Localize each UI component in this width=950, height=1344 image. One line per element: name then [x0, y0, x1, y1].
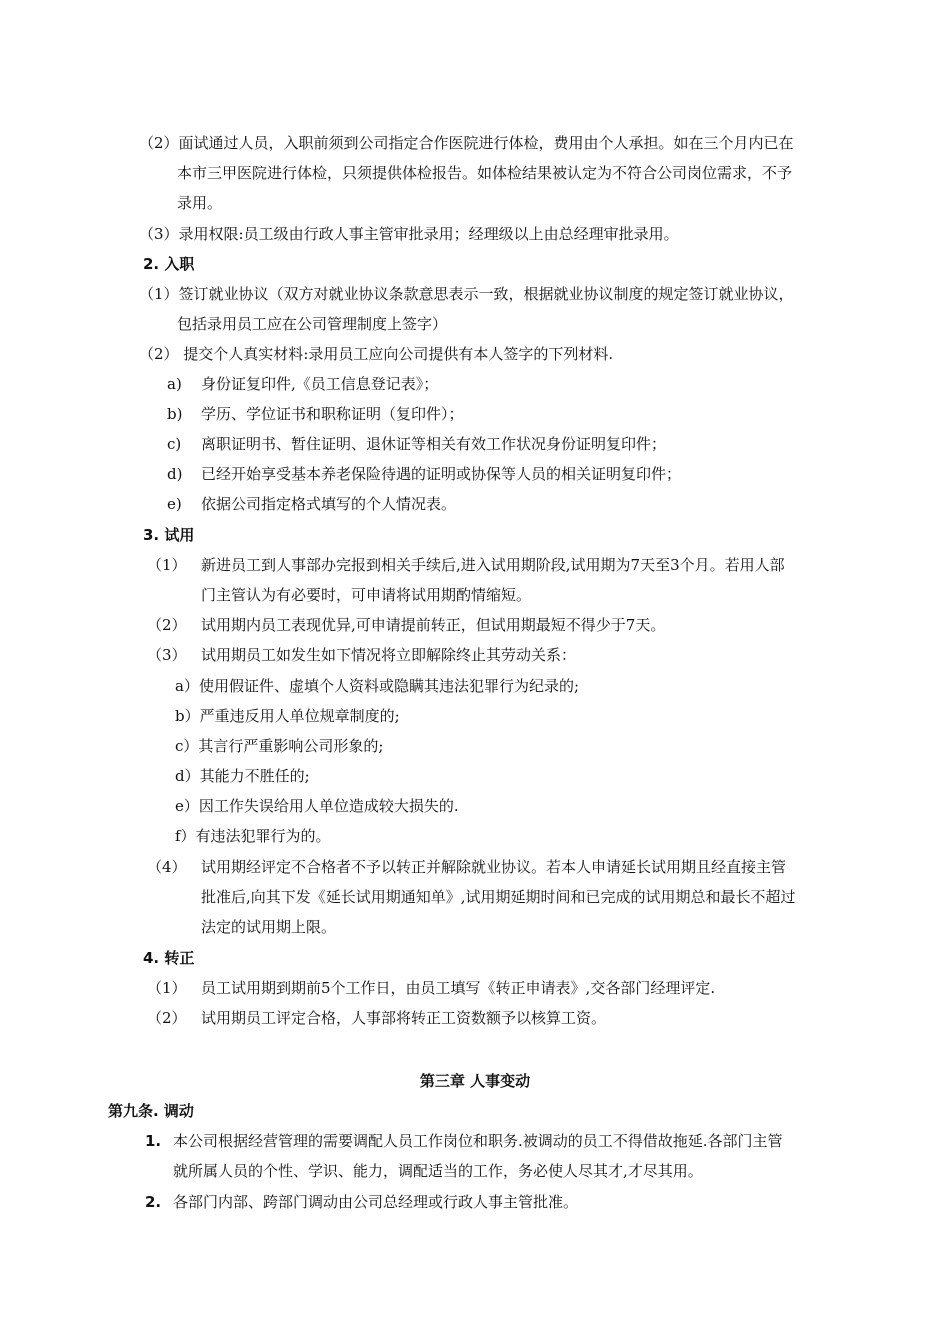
probation-marker-3: （3） — [147, 646, 187, 664]
probation-item-1-line-1: 新进员工到人事部办完报到相关手续后,进入试用期阶段,试用期为7天至3个月。若用人部 — [201, 556, 785, 574]
probation-marker-1: （1） — [147, 556, 187, 574]
sub-item-text: 身份证复印件,《员工信息登记表》； — [201, 375, 439, 393]
probation-item-4-line-1: 试用期经评定不合格者不予以转正并解除就业协议。若本人申请延长试用期且经直接主管 — [201, 858, 787, 876]
sub-marker: e) — [167, 495, 182, 513]
item-2-line-1: （2）面试通过人员，入职前须到公司指定合作医院进行体检，费用由个人承担。如在三个月内已在 — [139, 134, 794, 152]
onboarding-item-1-line-1: （1）签订就业协议（双方对就业协议条款意思表示一致，根据就业协议制度的规定签订就业协议， — [139, 285, 794, 303]
regularization-item-1: 员工试用期到期前5个工作日，由员工填写《转正申请表》,交各部门经理评定. — [201, 979, 716, 997]
onboarding-item-1-line-2: 包括录用员工应在公司管理制度上签字） — [177, 315, 448, 333]
sub-marker: a) — [167, 375, 182, 393]
section-heading-onboarding: 2. 入职 — [143, 255, 195, 273]
probation-item-2: 试用期内员工表现优异,可申请提前转正，但试用期最短不得少于7天。 — [201, 616, 666, 634]
termination-condition: f）有违法犯罪行为的。 — [175, 827, 331, 845]
sub-marker: d) — [167, 465, 183, 483]
regularization-marker-1: （1） — [147, 979, 187, 997]
probation-item-1-line-2: 门主管认为有必要时，可申请将试用期酌情缩短。 — [201, 586, 532, 604]
article-item-2: 各部门内部、跨部门调动由公司总经理或行政人事主管批准。 — [173, 1193, 579, 1211]
sub-item-text: 依据公司指定格式填写的个人情况表。 — [201, 495, 457, 513]
item-2-line-3: 录用。 — [177, 194, 223, 212]
item-3: （3）录用权限:员工级由行政人事主管审批录用；经理级以上由总经理审批录用。 — [139, 225, 679, 243]
termination-condition: a）使用假证件、虚填个人资料或隐瞒其违法犯罪行为纪录的; — [175, 677, 579, 695]
section-heading-regularization: 4. 转正 — [143, 949, 195, 967]
article-item-1-line-1: 本公司根据经营管理的需要调配人员工作岗位和职务.被调动的员工不得借故拖延.各部门主管 — [173, 1132, 783, 1150]
sub-item-text: 学历、学位证书和职称证明（复印件）； — [201, 405, 464, 423]
onboarding-item-2: （2） 提交个人真实材料:录用员工应向公司提供有本人签字的下列材料. — [139, 345, 614, 363]
section-heading-probation: 3. 试用 — [143, 526, 195, 544]
article-heading: 第九条. 调动 — [108, 1102, 194, 1120]
termination-condition: b）严重违反用人单位规章制度的; — [175, 707, 400, 725]
chapter-title: 第三章 人事变动 — [419, 1072, 531, 1090]
regularization-marker-2: （2） — [147, 1009, 187, 1027]
sub-marker: c) — [167, 435, 182, 453]
probation-item-3: 试用期员工如发生如下情况将立即解除终止其劳动关系： — [201, 646, 577, 664]
sub-item-text: 离职证明书、暂住证明、退休证等相关有效工作状况身份证明复印件； — [201, 435, 667, 453]
item-2-line-2: 本市三甲医院进行体检，只须提供体检报告。如体检结果被认定为不符合公司岗位需求，不予 — [177, 164, 793, 182]
termination-condition: c）其言行严重影响公司形象的; — [175, 737, 384, 755]
regularization-item-2: 试用期员工评定合格，人事部将转正工资数额予以核算工资。 — [201, 1009, 607, 1027]
probation-marker-2: （2） — [147, 616, 187, 634]
probation-item-4-line-2: 批准后,向其下发《延长试用期通知单》,试用期延期时间和已完成的试用期总和最长不超过 — [201, 888, 796, 906]
sub-marker: b) — [167, 405, 183, 423]
article-item-1-line-2: 就所属人员的个性、学识、能力，调配适当的工作，务必使人尽其才,才尽其用。 — [173, 1162, 703, 1180]
article-marker-2: 2. — [145, 1193, 162, 1211]
termination-condition: e）因工作失误给用人单位造成较大损失的. — [175, 797, 459, 815]
termination-condition: d）其能力不胜任的; — [175, 767, 310, 785]
probation-marker-4: （4） — [147, 858, 187, 876]
sub-item-text: 已经开始享受基本养老保险待遇的证明或协保等人员的相关证明复印件； — [201, 465, 682, 483]
article-marker-1: 1. — [145, 1132, 162, 1150]
probation-item-4-line-3: 法定的试用期上限。 — [201, 918, 337, 936]
